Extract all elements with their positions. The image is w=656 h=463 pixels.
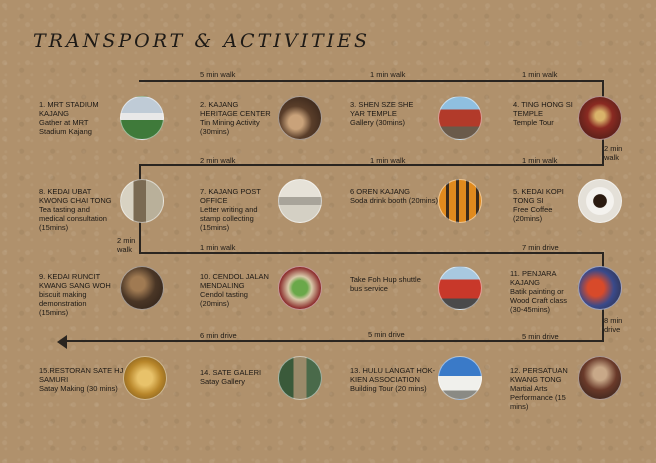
transport-label: 5 min drive	[368, 330, 405, 339]
page-title: TRANSPORT & ACTIVITIES	[33, 30, 371, 52]
transport-label: 6 min drive	[200, 331, 237, 340]
transport-label: 1 min walk	[200, 243, 236, 252]
stop-3	[350, 100, 430, 127]
transport-label: 8 min drive	[604, 316, 623, 334]
stop-name: 3. SHEN SZE SHE YAR TEMPLE	[350, 100, 414, 118]
stop-12	[510, 366, 574, 411]
soda-bottles-photo	[438, 179, 482, 223]
stop-name: 8. KEDAI UBAT KWONG CHAI TONG	[39, 187, 112, 205]
stop-activity: Building Tour (20 mins)	[350, 384, 427, 393]
stop-name: 6 OREN KAJANG	[350, 187, 411, 196]
route-line-row-3	[139, 252, 604, 254]
stop-activity: biscuit making demonstration (15mins)	[39, 290, 87, 317]
transport-label: 2 min walk	[117, 236, 136, 254]
coffee-cup-photo	[578, 179, 622, 223]
heritage-center-photo	[278, 96, 322, 140]
stop-activity: Free Coffee (20mins)	[513, 205, 553, 223]
stop-name: 13. HULU LANGAT HOK-KIEN ASSOCIATION	[350, 366, 436, 384]
transport-label: 2 min walk	[604, 144, 623, 162]
stop-activity: Satay Gallery	[200, 377, 246, 386]
stop-name: 5. KEDAI KOPI TONG SI	[513, 187, 564, 205]
stop-2	[200, 100, 276, 136]
temple-photo	[438, 96, 482, 140]
temple-interior-photo	[578, 96, 622, 140]
shuttle-bus-step	[350, 275, 432, 293]
post-office-photo	[278, 179, 322, 223]
stop-activity: Gather at MRT Stadium Kajang	[39, 118, 92, 136]
stop-name: 10. CENDOL JALAN MENDALING	[200, 272, 269, 290]
batik-painting-photo	[578, 266, 622, 310]
route-line-row-1	[139, 80, 604, 82]
stop-11	[510, 269, 576, 314]
stop-name: 7. KAJANG POST OFFICE	[200, 187, 261, 205]
transport-label: 1 min walk	[370, 156, 406, 165]
stop-name: 15.RESTORAN SATE HJ SAMURI	[39, 366, 124, 384]
stop-activity: Tin Mining Activity (30mins)	[200, 118, 260, 136]
cendol-photo	[278, 266, 322, 310]
stop-1	[39, 100, 115, 136]
satay-photo	[123, 356, 167, 400]
transport-label: 1 min walk	[522, 70, 558, 79]
transport-label: 1 min walk	[370, 70, 406, 79]
satay-gallery-photo	[278, 356, 322, 400]
stop-15	[39, 366, 125, 393]
stop-activity: Temple Tour	[513, 118, 554, 127]
stop-activity: Soda drink booth (20mins)	[350, 196, 438, 205]
stop-10	[200, 272, 276, 308]
stop-7	[200, 187, 276, 232]
stop-name: 2. KAJANG HERITAGE CENTER	[200, 100, 271, 118]
stop-activity: Gallery (30mins)	[350, 118, 406, 127]
stop-activity: Martial Arts Performance (15 mins)	[510, 384, 566, 411]
shuttle-bus-text: Take Foh Hup shuttle bus service	[350, 275, 421, 293]
stop-name: 1. MRT STADIUM KAJANG	[39, 100, 99, 118]
route-end-arrow	[57, 335, 67, 349]
martial-arts-photo	[578, 356, 622, 400]
stop-5	[513, 187, 573, 223]
stop-activity: Cendol tasting (20mins)	[200, 290, 248, 308]
transport-label: 7 min drive	[522, 243, 559, 252]
stop-name: 14. SATE GALERI	[200, 368, 262, 377]
stop-9	[39, 272, 115, 317]
stop-4	[513, 100, 578, 127]
stadium-photo	[120, 96, 164, 140]
transport-label: 1 min walk	[522, 156, 558, 165]
transport-label: 2 min walk	[200, 156, 236, 165]
stop-name: 11. PENJARA KAJANG	[510, 269, 557, 287]
stop-activity: Letter writing and stamp collecting (15mins)	[200, 205, 258, 232]
association-building-photo	[438, 356, 482, 400]
stop-13	[350, 366, 436, 393]
transport-label: 5 min walk	[200, 70, 236, 79]
stop-6	[350, 187, 438, 205]
stop-name: 9. KEDAI RUNCIT KWANG SANG WOH	[39, 272, 111, 290]
grocery-shop-photo	[120, 266, 164, 310]
medicine-shop-photo	[120, 179, 164, 223]
shuttle-bus-photo	[438, 266, 482, 310]
stop-activity: Batik painting or Wood Craft class (30-45mins)	[510, 287, 567, 314]
transport-label: 5 min drive	[522, 332, 559, 341]
stop-name: 12. PERSATUAN KWANG TONG	[510, 366, 568, 384]
stop-8	[39, 187, 115, 232]
stop-14	[200, 368, 276, 386]
stop-activity: Tea tasting and medical consultation (15mins)	[39, 205, 107, 232]
stop-name: 4. TING HONG SI TEMPLE	[513, 100, 573, 118]
stop-activity: Satay Making (30 mins)	[39, 384, 118, 393]
